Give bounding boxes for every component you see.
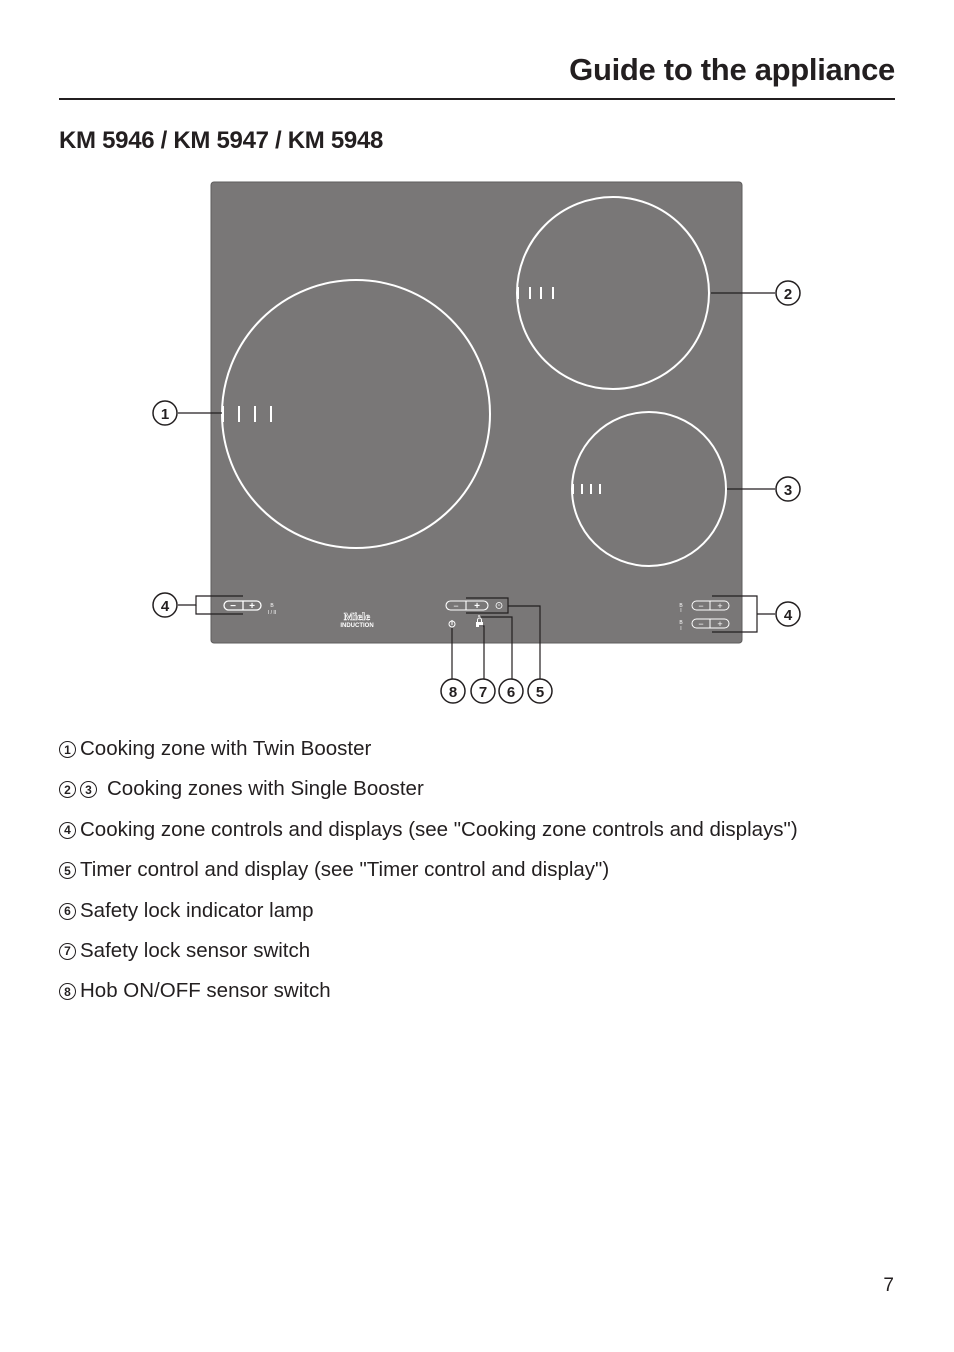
legend-text: Cooking zone controls and displays (see "Cooking zone controls and displays")	[80, 817, 798, 841]
legend-text: Hob ON/OFF sensor switch	[80, 979, 331, 1003]
svg-text:1: 1	[160, 406, 170, 423]
legend-item	[59, 979, 798, 1019]
svg-text:7: 7	[478, 684, 488, 701]
legend-number: 5	[59, 862, 76, 879]
svg-text:−: −	[698, 601, 704, 611]
page-number: 7	[883, 1275, 894, 1296]
legend-number: 6	[59, 903, 76, 920]
page-header-title: Guide to the appliance	[569, 52, 895, 87]
svg-text:4: 4	[783, 607, 793, 624]
callout-6	[499, 679, 523, 703]
svg-text:−: −	[698, 619, 704, 629]
legend-list	[59, 737, 798, 1020]
svg-text:B: B	[679, 603, 683, 609]
legend-text: Cooking zone with Twin Booster	[80, 737, 372, 760]
svg-text:8: 8	[448, 684, 458, 701]
legend-text: Safety lock indicator lamp	[80, 898, 314, 922]
svg-text:I: I	[680, 608, 682, 614]
left-booster-levels: I / II	[267, 610, 277, 616]
callout-1	[153, 401, 177, 425]
legend-item	[59, 939, 798, 979]
legend-item	[59, 858, 798, 898]
induction-label: INDUCTION	[340, 623, 374, 629]
callout-5	[528, 679, 552, 703]
svg-text:+: +	[717, 619, 723, 629]
legend-item	[59, 899, 798, 939]
svg-text:6: 6	[506, 684, 516, 701]
legend-number: 7	[59, 943, 76, 960]
svg-text:2: 2	[783, 286, 793, 303]
svg-text:+: +	[717, 601, 723, 611]
svg-text:5: 5	[535, 684, 545, 701]
callout-7	[471, 679, 495, 703]
legend-item	[59, 737, 798, 777]
legend-number: 3	[80, 781, 97, 798]
brand-logo: Miele	[343, 611, 371, 623]
legend-number: 4	[59, 822, 76, 839]
timer-plus-label: +	[474, 601, 480, 612]
svg-text:I: I	[680, 626, 682, 632]
legend-text: Timer control and display (see "Timer control and display")	[80, 858, 610, 882]
legend-text: Cooking zones with Single Booster	[107, 777, 424, 801]
left-minus-label: −	[230, 601, 236, 612]
safety-lock-indicator-lamp	[478, 615, 480, 617]
legend-item	[59, 777, 798, 817]
model-title: KM 5946 / KM 5947 / KM 5948	[59, 127, 384, 154]
legend-item	[59, 818, 798, 858]
svg-text:4: 4	[160, 598, 170, 615]
svg-text:B: B	[679, 620, 683, 626]
svg-text:3: 3	[783, 482, 793, 499]
miele-induction-logo	[340, 611, 373, 629]
timer-minus-label: −	[453, 601, 459, 611]
legend-number: 8	[59, 983, 76, 1000]
legend-text: Safety lock sensor switch	[80, 938, 311, 962]
legend-number: 2	[59, 781, 76, 798]
callout-4-right	[776, 602, 800, 626]
callout-4-left	[153, 593, 177, 617]
left-booster-label: B	[270, 603, 274, 609]
left-plus-label: +	[249, 601, 255, 612]
callout-3	[776, 477, 800, 501]
callout-2	[776, 281, 800, 305]
callout-8	[441, 679, 465, 703]
legend-number: 1	[59, 741, 76, 758]
